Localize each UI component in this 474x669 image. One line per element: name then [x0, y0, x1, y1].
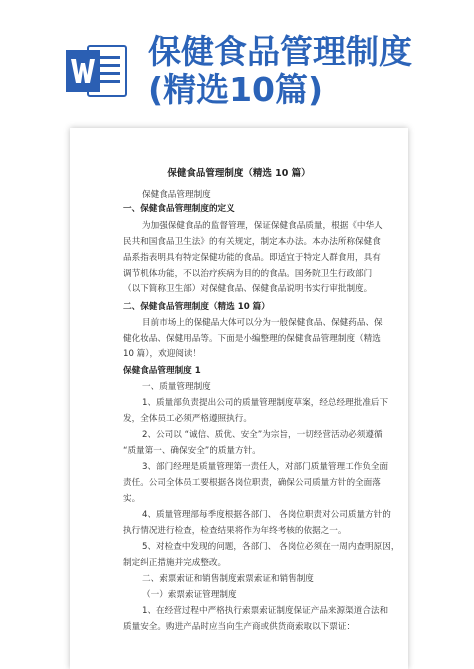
text-line: 目前市场上的保健品大体可以分为一般保健食品、保健药品、保	[142, 318, 383, 328]
banner	[0, 0, 474, 120]
text-line: 3、部门经理是质量管理第一责任人，对部门质量管理工作负全面	[142, 462, 389, 472]
text-line: 调节机体功能，不以治疗疾病为目的的食品。国务院卫生行政部门	[123, 269, 373, 279]
document-page	[70, 128, 408, 669]
text-line: “质量第一、确保安全”的质量方针。	[123, 446, 261, 456]
text-line: 二、索票索证和销售制度索票索证和销售制度	[142, 574, 314, 584]
section-heading: 一、保健食品管理制度的定义	[123, 204, 235, 214]
document-title: 保健食品管理制度（精选 10 篇）	[167, 168, 311, 179]
text-line: 发，全体员工必须严格遵照执行。	[123, 414, 252, 424]
banner-title	[148, 33, 412, 109]
text-line: 质量安全。购进产品时应当向生产商或供货商索取以下票证：	[123, 622, 356, 632]
text-line: 执行情况进行检查，检查结果将作为年终考核的依据之一。	[123, 526, 347, 536]
banner-title-line2: (精选10篇)	[148, 70, 324, 109]
banner-title-line1: 保健食品管理制度	[148, 32, 412, 71]
text-line: （一）索票索证管理制度	[142, 590, 237, 600]
text-line: 1、质量部负责提出公司的质量管理制度草案，经总经理批准后下	[142, 398, 389, 408]
text-line: 健化妆品、保健用品等。下面是小编整理的保健食品管理制度（精选	[123, 334, 381, 344]
text-line: （以下简称卫生部）对保健食品、保健食品说明书实行审批制度。	[123, 284, 373, 294]
word-document-icon	[66, 42, 130, 100]
section-heading: 保健食品管理制度 1	[123, 366, 201, 376]
section-heading: 二、保健食品管理制度（精选 10 篇）	[123, 302, 270, 312]
text-line: 实。	[123, 494, 141, 504]
text-line: 责任。公司全体员工要根据各岗位职责，确保公司质量方针的全面落	[123, 478, 381, 488]
text-line: 民共和国食品卫生法》的有关规定，制定本办法。本办法所称保健食	[123, 237, 381, 247]
text-line: 品系指表明具有特定保健功能的食品。即适宜于特定人群食用，具有	[123, 253, 381, 263]
text-line: 为加强保健食品的监督管理，保证保健食品质量，根据《中华人	[142, 221, 383, 231]
text-line: 4、质量管理部每季度根据各部门、 各岗位职责对公司质量方针的	[142, 510, 391, 520]
text-line: 保健食品管理制度	[142, 190, 211, 200]
text-line: 10 篇），欢迎阅读！	[123, 349, 202, 359]
text-line: 5、对检查中发现的问题，各部门、 各岗位必须在一周内查明原因，	[142, 542, 400, 552]
text-line: 1、在经营过程中严格执行索票索证制度保证产品来源渠道合法和	[142, 606, 389, 616]
text-line: 制定纠正措施并完成整改。	[123, 558, 227, 568]
text-line: 一、质量管理制度	[142, 382, 211, 392]
text-line: 2、公司以 “诚信、质优、安全”为宗旨，一切经营活动必须遵循	[142, 430, 383, 440]
